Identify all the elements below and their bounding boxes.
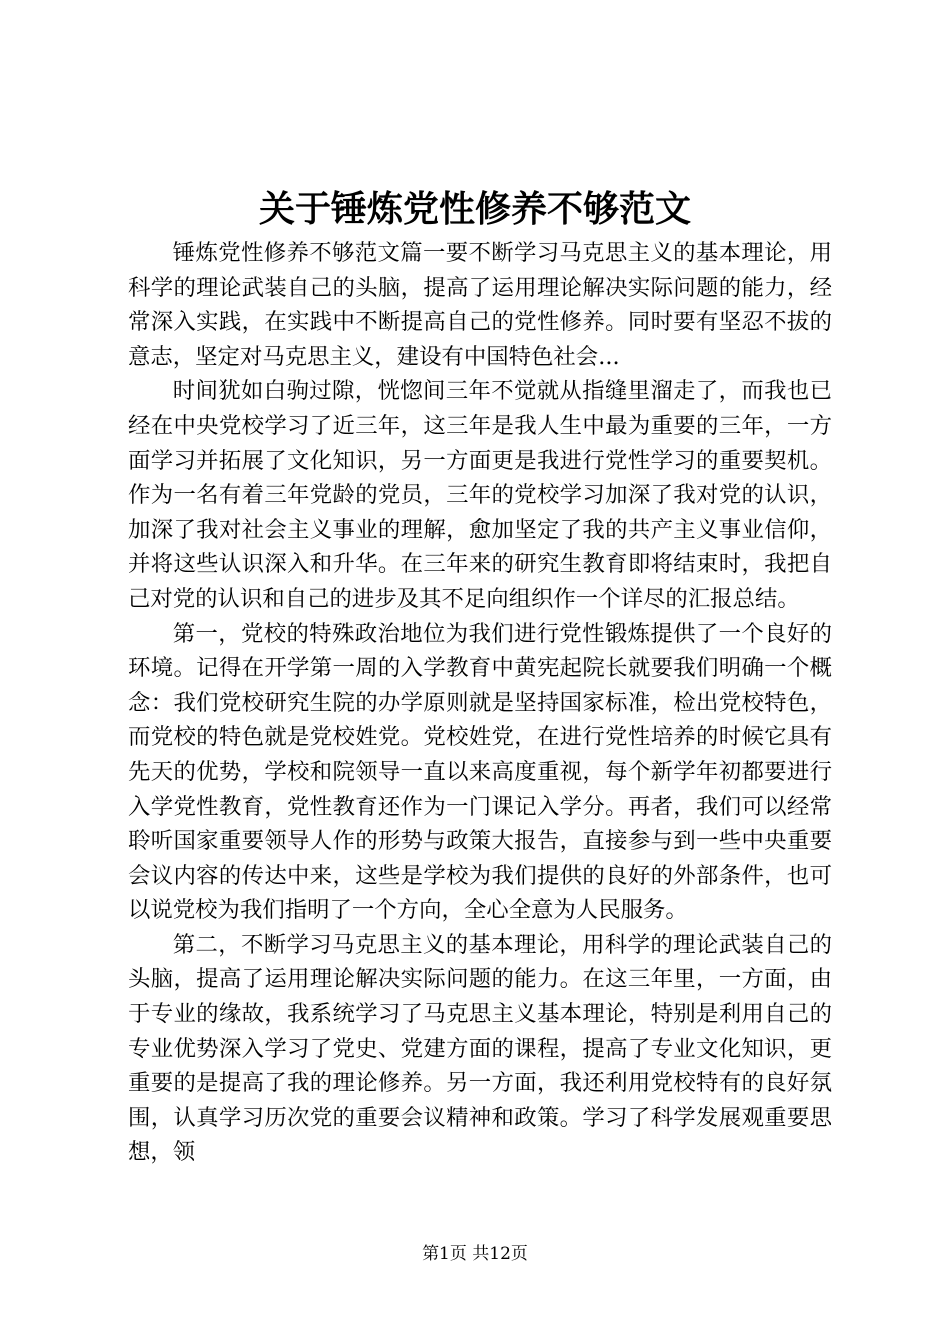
page-number-footer: 第1页 共12页 [422,1244,528,1264]
paragraph-4: 第二，不断学习马克思主义的基本理论，用科学的理论武装自己的头脑，提高了运用理论解决实际问题的能力。在这三年里，一方面，由于专业的缘故，我系统学习了马克思主义基本理论，特别是利用自己的专业优势深入学习了党史、党建方面的课程，提高了专业文化知识，更重要的是提高了我的理论修养。另一方面，我还利用党校特有的良好氛围，认真学习历次党的重要会议精神和政策。学习了科学发展观重要思想，领 [128,931,832,1166]
document-title: 关于锤炼党性修养不够范文 [258,188,691,230]
paragraph-3: 第一，党校的特殊政治地位为我们进行党性锻炼提供了一个良好的环境。记得在开学第一周的入学教育中黄宪起院长就要我们明确一个概念：我们党校研究生院的办学原则就是坚持国家标准，检出党校特色，而党校的特色就是党校姓党。党校姓党，在进行党性培养的时候它具有先天的优势，学校和院领导一直以来高度重视，每个新学年初都要进行入学党性教育，党性教育还作为一门课记入学分。再者，我们可以经常聆听国家重要领导人作的形势与政策大报告，直接参与到一些中央重要会议内容的传达中来，这些是学校为我们提供的良好的外部条件，也可以说党校为我们指明了一个方向，全心全意为人民服务。 [128,620,832,924]
paragraph-2: 时间犹如白驹过隙，恍惚间三年不觉就从指缝里溜走了，而我也已经在中央党校学习了近三年，这三年是我人生中最为重要的三年，一方面学习并拓展了文化知识，另一方面更是我进行党性学习的重要契机。作为一名有着三年党龄的党员，三年的党校学习加深了我对党的认识，加深了我对社会主义事业的理解，愈加坚定了我的共产主义事业信仰，并将这些认识深入和升华。在三年来的研究生教育即将结束时，我把自己对党的认识和自己的进步及其不足向组织作一个详尽的汇报总结。 [128,378,832,612]
paragraph-1: 锤炼党性修养不够范文篇一要不断学习马克思主义的基本理论，用科学的理论武装自己的头脑，提高了运用理论解决实际问题的能力，经常深入实践，在实践中不断提高自己的党性修养。同时要有坚忍不拔的意志，坚定对马克思主义，建设有中国特色社会... [128,240,832,370]
document-body [128,236,832,1170]
